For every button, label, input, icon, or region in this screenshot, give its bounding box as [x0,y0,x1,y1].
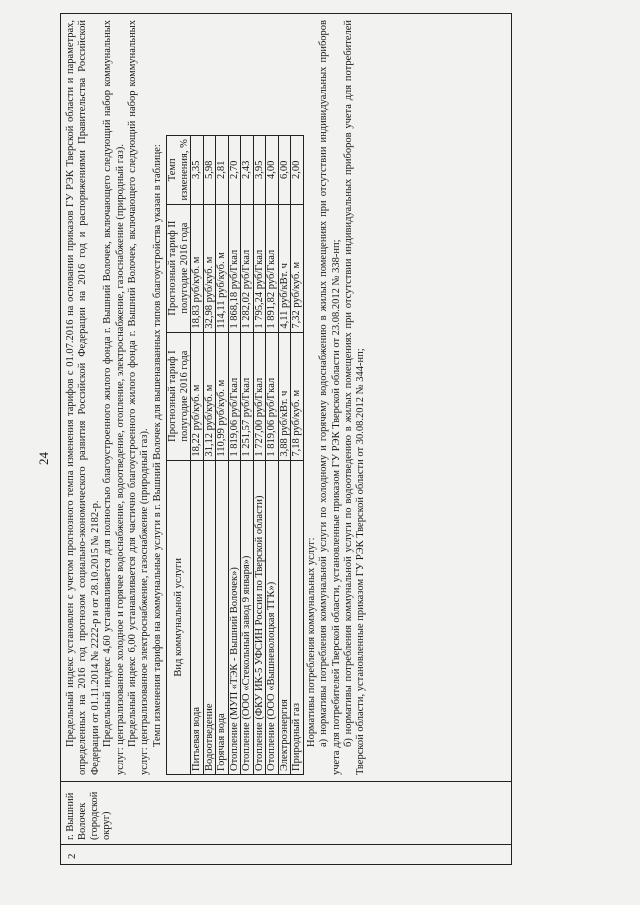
tariff-h1: 1 819,06 руб/Гкал [228,332,241,460]
paragraph-index-full: Предельный индекс 4,60 устанавливается для полностью благоустроенного жилого фонда г. Вышний Волочек, включающего следующий набор коммунальных услуг: централизованное холодное и горячее водоснабжение, водоотведение, отопление, электроснабжение, газоснабжение (природный газ). [102,20,126,775]
service-name: Природный газ [291,460,304,774]
table-row [216,136,229,775]
district-name: г. Вышний Волочек (городской округ) [65,791,112,840]
page-number: 24 [36,452,51,465]
rate-value: 2,00 [291,136,304,205]
rate-value: 2,81 [216,136,229,205]
rate-value: 5,98 [203,136,216,205]
rate-value: 2,43 [241,136,254,205]
paragraph-index-partial: Предельный индекс 6,00 устанавливается для частично благоустроенного жилого фонда г. Вышний Волочек, включающего следующий набор коммунальных услуг: централизованное электроснабжение, газоснабжение (природный газ). [127,20,151,775]
table-row [241,136,254,775]
service-name: Питьевая вода [191,460,204,774]
rate-value: 3,95 [253,136,266,205]
header-tariff-h2: Прогнозный тариф II полугодие 2016 года [167,204,191,332]
tariff-h2: 18,83 руб/куб. м [191,204,204,332]
document-table-row [60,13,512,865]
table-row [191,136,204,775]
tariff-h2: 4,11 руб/кВт. ч [278,204,291,332]
service-name: Водоотведение [203,460,216,774]
table-row [291,136,304,775]
table-row [278,136,291,775]
service-name: Горячая вода [216,460,229,774]
paragraph-norms-a: а) нормативы потребления коммунальной услуги по холодному и горячему водоснабжению в жилых помещениях при отсутствии индивидуальных приборов учета для потребителей Тверской области, установленные приказом ГУ РЭК Тверской области от 23.08.2012 № 338-нп; [318,20,342,775]
tariff-h2: 1 891,82 руб/Гкал [266,204,279,332]
table-row [266,136,279,775]
tariff-table [166,135,304,775]
paragraph-norms-heading: Нормативы потребления коммунальных услуг: [305,537,317,747]
service-name: Отопление (ФКУ ИК-5 УФСИН России по Тверской области) [253,460,266,774]
district-cell [61,781,511,844]
tariff-h2: 1 795,24 руб/Гкал [253,204,266,332]
table-row [228,136,241,775]
header-rate: Темп изменения, % [167,136,191,205]
row-number-cell [61,844,511,864]
tariff-h1: 1 727,00 руб/Гкал [253,332,266,460]
header-tariff-h1: Прогнозный тариф I полугодие 2016 года [167,332,191,460]
service-name: Отопление (ООО «Вышневолоцкая ТГК») [266,460,279,774]
tariff-h1: 1 819,06 руб/Гкал [266,332,279,460]
header-service: Вид коммунальной услуги [167,460,191,774]
service-name: Электроэнергия [278,460,291,774]
table-row [253,136,266,775]
tariff-table-header [167,136,191,775]
description-cell [65,20,368,775]
rate-value: 6,00 [278,136,291,205]
rate-value: 2,70 [228,136,241,205]
paragraph-index-basis: Предельный индекс установлен с учетом прогнозного темпа изменения тарифов с 01.07.2016 на основании приказов ГУ РЭК Тверской области и параметрах, определенных на 2016 год прогнозом социально-экономического развития Российской Федерации на 2016 год и распоряжениями Правительства Российской Федерации от 01.11.2014 № 2222-р и от 28.10.2015 № 2182-р. [65,20,101,775]
tariff-h2: 7,32 руб/куб. м [291,204,304,332]
row-number: 2 [66,853,78,859]
paragraph-table-intro: Темп изменения тарифов на коммунальные услуги в г. Вышний Волочек для вышеназванных типов благоустройства указан в таблице: [151,144,163,747]
tariff-h2: 1 282,02 руб/Гкал [241,204,254,332]
service-name: Отопление (ООО «Стекольный завод 9 января») [241,460,254,774]
tariff-h2: 32,98 руб/куб. м [203,204,216,332]
tariff-h1: 31,12 руб/куб. м [203,332,216,460]
tariff-h2: 1 868,18 руб/Гкал [228,204,241,332]
service-name: Отопление (МУП «ТЭК - Вышний Волочек») [228,460,241,774]
tariff-h2: 114,11 руб/куб. м [216,204,229,332]
table-row [203,136,216,775]
rate-value: 3,35 [191,136,204,205]
tariff-h1: 18,22 руб/куб. м [191,332,204,460]
paragraph-norms-b: б) нормативы потребления коммунальной услуги по водоотведению в жилых помещениях при отсутствии индивидуальных приборов учета для потребителей Тверской области, установленные приказом ГУ РЭК Тверской области от 30.08.2012 № 344-нп; [342,20,367,775]
rate-value: 4,00 [266,136,279,205]
tariff-h1: 1 251,57 руб/Гкал [241,332,254,460]
tariff-h1: 3,88 руб/кВт. ч [278,332,291,460]
tariff-h1: 7,18 руб/куб. м [291,332,304,460]
tariff-h1: 110,99 руб/куб. м [216,332,229,460]
